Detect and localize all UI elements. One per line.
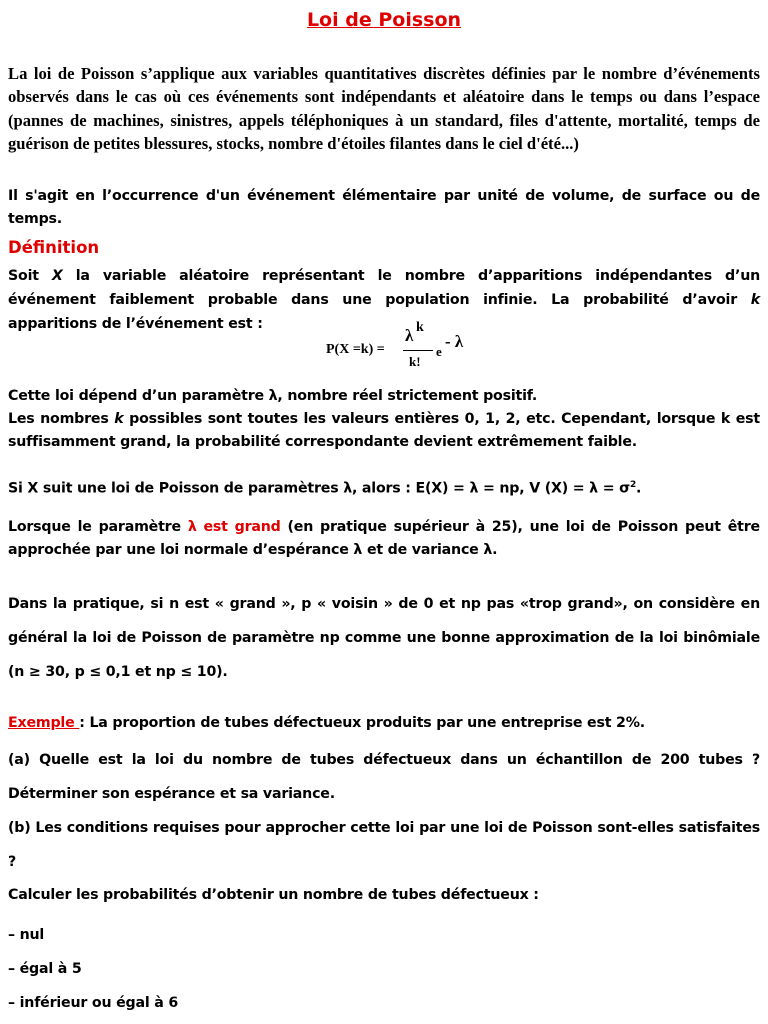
variable-x: X: [51, 268, 63, 284]
example-intro: Exemple : La proportion de tubes défectueux produits par une entreprise est 2%.: [8, 715, 645, 731]
formula-exp-base: e: [436, 344, 442, 359]
question-a: (a) Quelle est la loi du nombre de tubes défectueux dans un échantillon de 200 tubes ? Déterminer son espérance et sa variance.: [8, 752, 760, 802]
list-item: – inférieur ou égal à 6: [8, 995, 179, 1011]
variable-k: k: [750, 292, 760, 308]
question-b: (b) Les conditions requises pour approcher cette loi par une loi de Poisson sont-elles satisfaites ?: [8, 820, 760, 870]
intro-paragraph-2: Il s'agit en l’occurrence d'un événement élémentaire par unité de volume, de surface ou de temps.: [8, 188, 760, 227]
case-list: [8, 918, 760, 1020]
large-lambda-paragraph: Lorsque le paramètre λ est grand (en pratique supérieur à 25), une loi de Poisson peut être approchée par une loi normale d’espérance λ et de variance λ.: [8, 519, 760, 558]
expectation-variance-line: Si X suit une loi de Poisson de paramètres λ, alors : E(X) = λ = np, V $(X) = \lambda = \sigma^2$.: [8, 480, 642, 497]
intro-paragraph: La loi de Poisson s’applique aux variables quantitatives discrètes définies par le nombre d’événements observés dans le cas où ces événements sont indépendants et aléatoire dans le temps ou dans l’espace (pannes de machines, sinistres, appels téléphoniques à un standard, files d'attente, mortalité, temps de guérison de petites blessures, stocks, nombre d'étoiles filantes dans le ciel d'été...): [8, 64, 760, 153]
highlight-lambda-grand: λ est grand: [187, 519, 281, 535]
fraction-bar: [403, 350, 433, 351]
definition-heading: Définition: [8, 238, 100, 257]
formula-denominator: k!: [409, 354, 421, 369]
formula-lhs: P(X =k) =: [326, 342, 385, 357]
formula-exp-power: - λ: [445, 332, 464, 351]
list-item: – nul: [8, 927, 45, 943]
page-title: Loi de Poisson: [306, 9, 462, 31]
formula-numerator-exponent: k: [416, 320, 424, 335]
calculation-instruction: Calculer les probabilités d’obtenir un nombre de tubes défectueux :: [8, 887, 539, 903]
parameter-paragraph: Cette loi dépend d’un paramètre λ, nombre réel strictement positif. Les nombres k possibles sont toutes les valeurs entières 0, 1, 2, etc. Cependant, lorsque k est suffisamment grand, la probabilité correspondante devient extrêmement faible.: [8, 388, 760, 450]
list-item: – égal à 5: [8, 961, 82, 977]
practice-paragraph: Dans la pratique, si n est « grand », p « voisin » de 0 et np pas «trop grand», on considère en général la loi de Poisson de paramètre np comme une bonne approximation de la loi binômiale (n ≥ 30, p ≤ 0,1 et np ≤ 10).: [8, 596, 760, 680]
definition-paragraph: Soit X la variable aléatoire représentant le nombre d’apparitions indépendantes d’un événement faiblement probable dans une population infinie. La probabilité d’avoir k apparitions de l’événement est :: [8, 268, 760, 332]
poisson-formula: [326, 320, 486, 376]
example-label: Exemple: [8, 715, 80, 731]
formula-numerator-base: λ: [405, 326, 414, 345]
